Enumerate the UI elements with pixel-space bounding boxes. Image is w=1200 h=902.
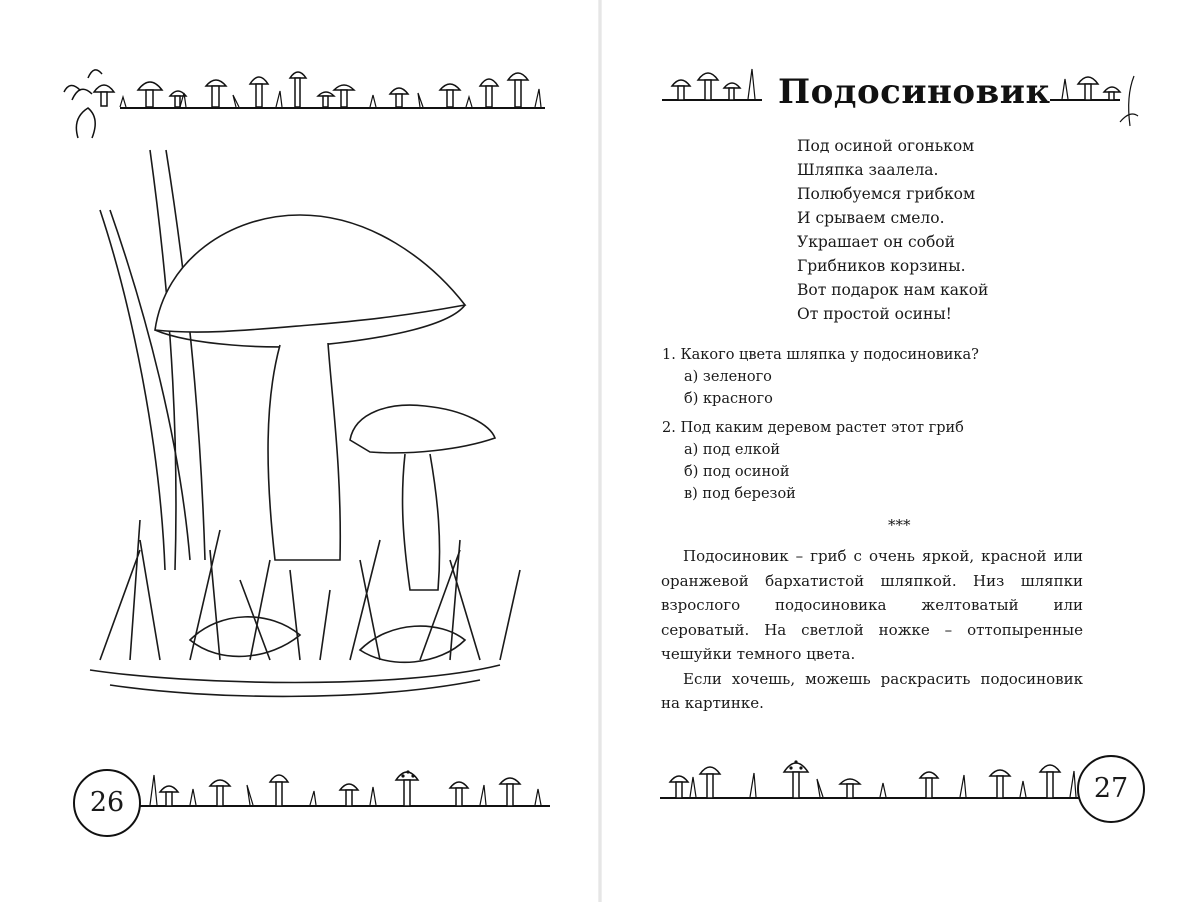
poem-line: И срываем смело.	[797, 209, 945, 227]
page-number-left: 26	[73, 769, 141, 837]
mushroom-border-top-left-icon	[60, 60, 550, 140]
mushroom-border-bottom-left-icon	[140, 750, 550, 820]
answer-option: а) под елкой	[684, 442, 781, 458]
poem-line: Украшает он собой	[797, 233, 955, 251]
quiz	[662, 344, 1082, 505]
poem-line: Грибников корзины.	[797, 257, 966, 275]
question-2: 2. Под каким деревом растет этот гриб	[662, 420, 964, 436]
answer-option: а) зеленого	[684, 369, 772, 385]
page-number-right: 27	[1077, 755, 1145, 823]
mushroom-border-bottom-right-icon	[660, 738, 1080, 808]
poem	[797, 134, 988, 326]
mushroom-illustration	[70, 140, 530, 720]
description	[661, 544, 1083, 716]
answer-option: в) под березой	[684, 486, 796, 502]
answer-option: б) под осиной	[684, 464, 790, 480]
poem-line: От простой осины!	[797, 305, 952, 323]
question-1: 1. Какого цвета шляпка у подосиновика?	[662, 347, 979, 363]
description-paragraph: Подосиновик – гриб с очень яркой, красной или оранжевой бархатистой шляпкой. Низ шляпки взрослого подосиновика желтоватый или сероватый. На светлой ножке – оттопыренные чешуйки темного цвета.	[661, 547, 1083, 663]
answer-option: б) красного	[684, 391, 773, 407]
poem-line: Вот подарок нам какой	[797, 281, 989, 299]
poem-line: Полюбуемся грибком	[797, 185, 976, 203]
page-title: Подосиновик	[778, 72, 1051, 112]
poem-line: Шляпка заалела.	[797, 161, 939, 179]
mushroom-border-title-left-icon	[662, 62, 762, 107]
poem-line: Под осиной огоньком	[797, 137, 975, 155]
mushroom-border-title-right-icon	[1050, 62, 1145, 132]
section-separator: ***	[888, 516, 911, 534]
description-paragraph: Если хочешь, можешь раскрасить подосиновик на картинке.	[661, 669, 1083, 712]
